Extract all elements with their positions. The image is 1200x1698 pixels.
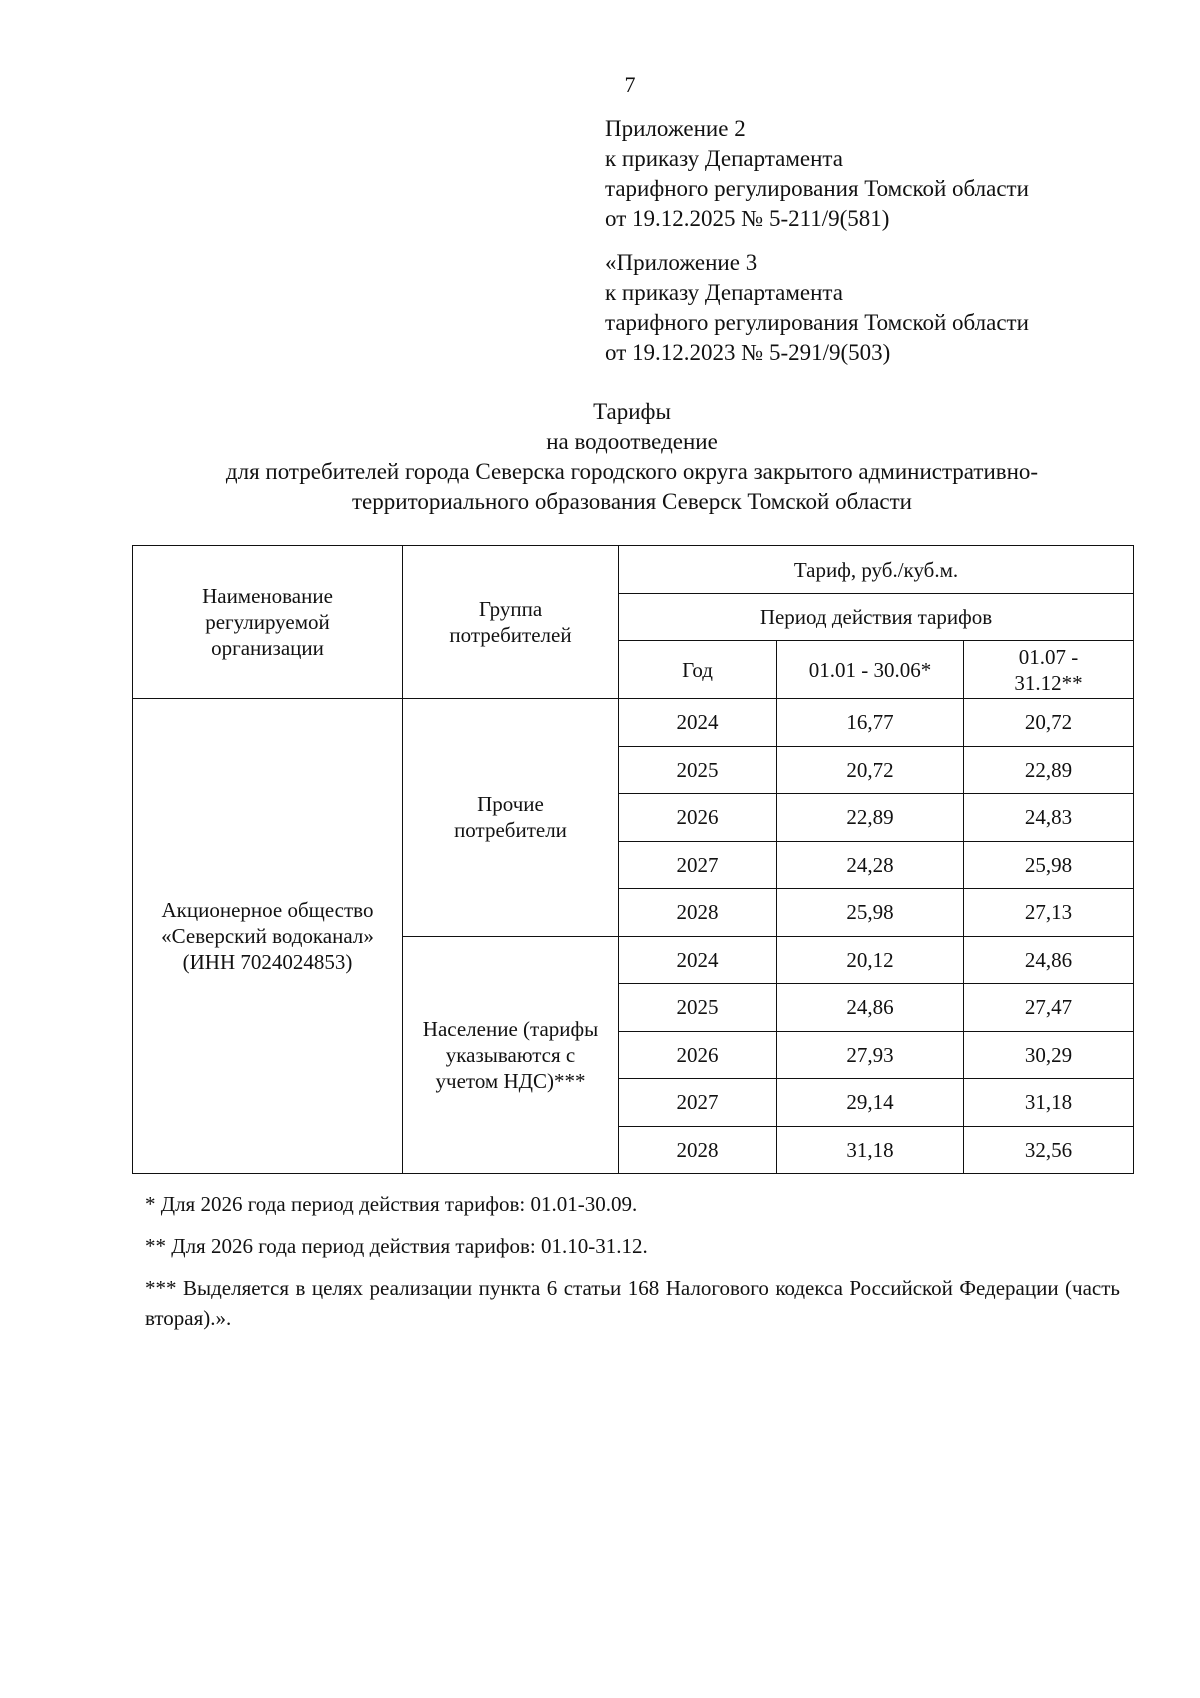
tariff-h1-cell: 24,86 [777, 984, 964, 1032]
year-cell: 2026 [619, 1031, 777, 1079]
tariff-h2-cell: 22,89 [964, 746, 1134, 794]
footnote: * Для 2026 года период действия тарифов: 01.01-30.09. [145, 1192, 638, 1216]
tariff-h2-cell: 30,29 [964, 1031, 1134, 1079]
title-line: территориального образования Северск Томской области [352, 489, 912, 514]
appendix-line: от 19.12.2023 № 5-291/9(503) [605, 340, 891, 365]
organization-line: (ИНН 7024024853) [182, 950, 353, 974]
tariff-h1-cell: 27,93 [777, 1031, 964, 1079]
appendix-line: к приказу Департамента [605, 146, 843, 171]
header-organization: Наименование регулируемой организации [133, 546, 403, 699]
tariff-h1-cell: 25,98 [777, 889, 964, 937]
footnotes [145, 1189, 1120, 1345]
year-cell: 2027 [619, 841, 777, 889]
year-cell: 2025 [619, 746, 777, 794]
header-period: Период действия тарифов [619, 594, 1134, 641]
organization-line: «Северский водоканал» [161, 924, 374, 948]
year-cell: 2026 [619, 794, 777, 842]
title-line: Тарифы [593, 399, 671, 424]
tariff-h1-cell: 29,14 [777, 1079, 964, 1127]
appendix-line: от 19.12.2025 № 5-211/9(581) [605, 206, 890, 231]
header-half1: 01.01 - 30.06* [777, 641, 964, 699]
tariff-h1-cell: 22,89 [777, 794, 964, 842]
tariff-h1-cell: 31,18 [777, 1126, 964, 1174]
header-tariff: Тариф, руб./куб.м. [619, 546, 1134, 594]
tariff-h2-cell: 25,98 [964, 841, 1134, 889]
tariff-h2-cell: 31,18 [964, 1079, 1134, 1127]
appendix-current [605, 114, 1029, 234]
header-group: Группа потребителей [403, 546, 619, 699]
tariff-h2-cell: 32,56 [964, 1126, 1134, 1174]
tariff-h2-cell: 20,72 [964, 699, 1134, 747]
document-title [132, 397, 1132, 517]
footnote: *** Выделяется в целях реализации пункта 6 статьи 168 Налогового кодекса Российской Федерации (часть вторая).». [145, 1276, 1120, 1330]
year-cell: 2024 [619, 699, 777, 747]
tariff-h2-cell: 27,47 [964, 984, 1134, 1032]
tariff-h2-cell: 24,83 [964, 794, 1134, 842]
tariff-h1-cell: 16,77 [777, 699, 964, 747]
tariff-h2-cell: 24,86 [964, 936, 1134, 984]
appendix-line: Приложение 2 [605, 116, 746, 141]
tariff-table [132, 545, 1134, 1174]
page-number: 7 [624, 72, 636, 97]
year-cell: 2028 [619, 1126, 777, 1174]
year-cell: 2027 [619, 1079, 777, 1127]
tariff-h1-cell: 20,12 [777, 936, 964, 984]
appendix-line: «Приложение 3 [605, 250, 758, 275]
organization-cell [133, 699, 403, 1174]
header-year: Год [619, 641, 777, 699]
title-line: на водоотведение [546, 429, 718, 454]
title-line: для потребителей города Северска городского округа закрытого административно- [225, 459, 1039, 484]
header-half2: 01.07 - 31.12** [964, 641, 1134, 699]
tariff-h2-cell: 27,13 [964, 889, 1134, 937]
appendix-line: тарифного регулирования Томской области [605, 176, 1029, 201]
footnote: ** Для 2026 года период действия тарифов: 01.10-31.12. [145, 1234, 648, 1258]
year-cell: 2028 [619, 889, 777, 937]
appendix-line: тарифного регулирования Томской области [605, 310, 1029, 335]
year-cell: 2025 [619, 984, 777, 1032]
tariff-h1-cell: 24,28 [777, 841, 964, 889]
group-other: Прочие потребители [403, 699, 619, 937]
year-cell: 2024 [619, 936, 777, 984]
organization-line: Акционерное общество [161, 898, 374, 922]
group-population: Население (тарифы указываются с учетом НДС)*** [403, 936, 619, 1174]
appendix-original [605, 248, 1029, 368]
tariff-h1-cell: 20,72 [777, 746, 964, 794]
appendix-line: к приказу Департамента [605, 280, 843, 305]
